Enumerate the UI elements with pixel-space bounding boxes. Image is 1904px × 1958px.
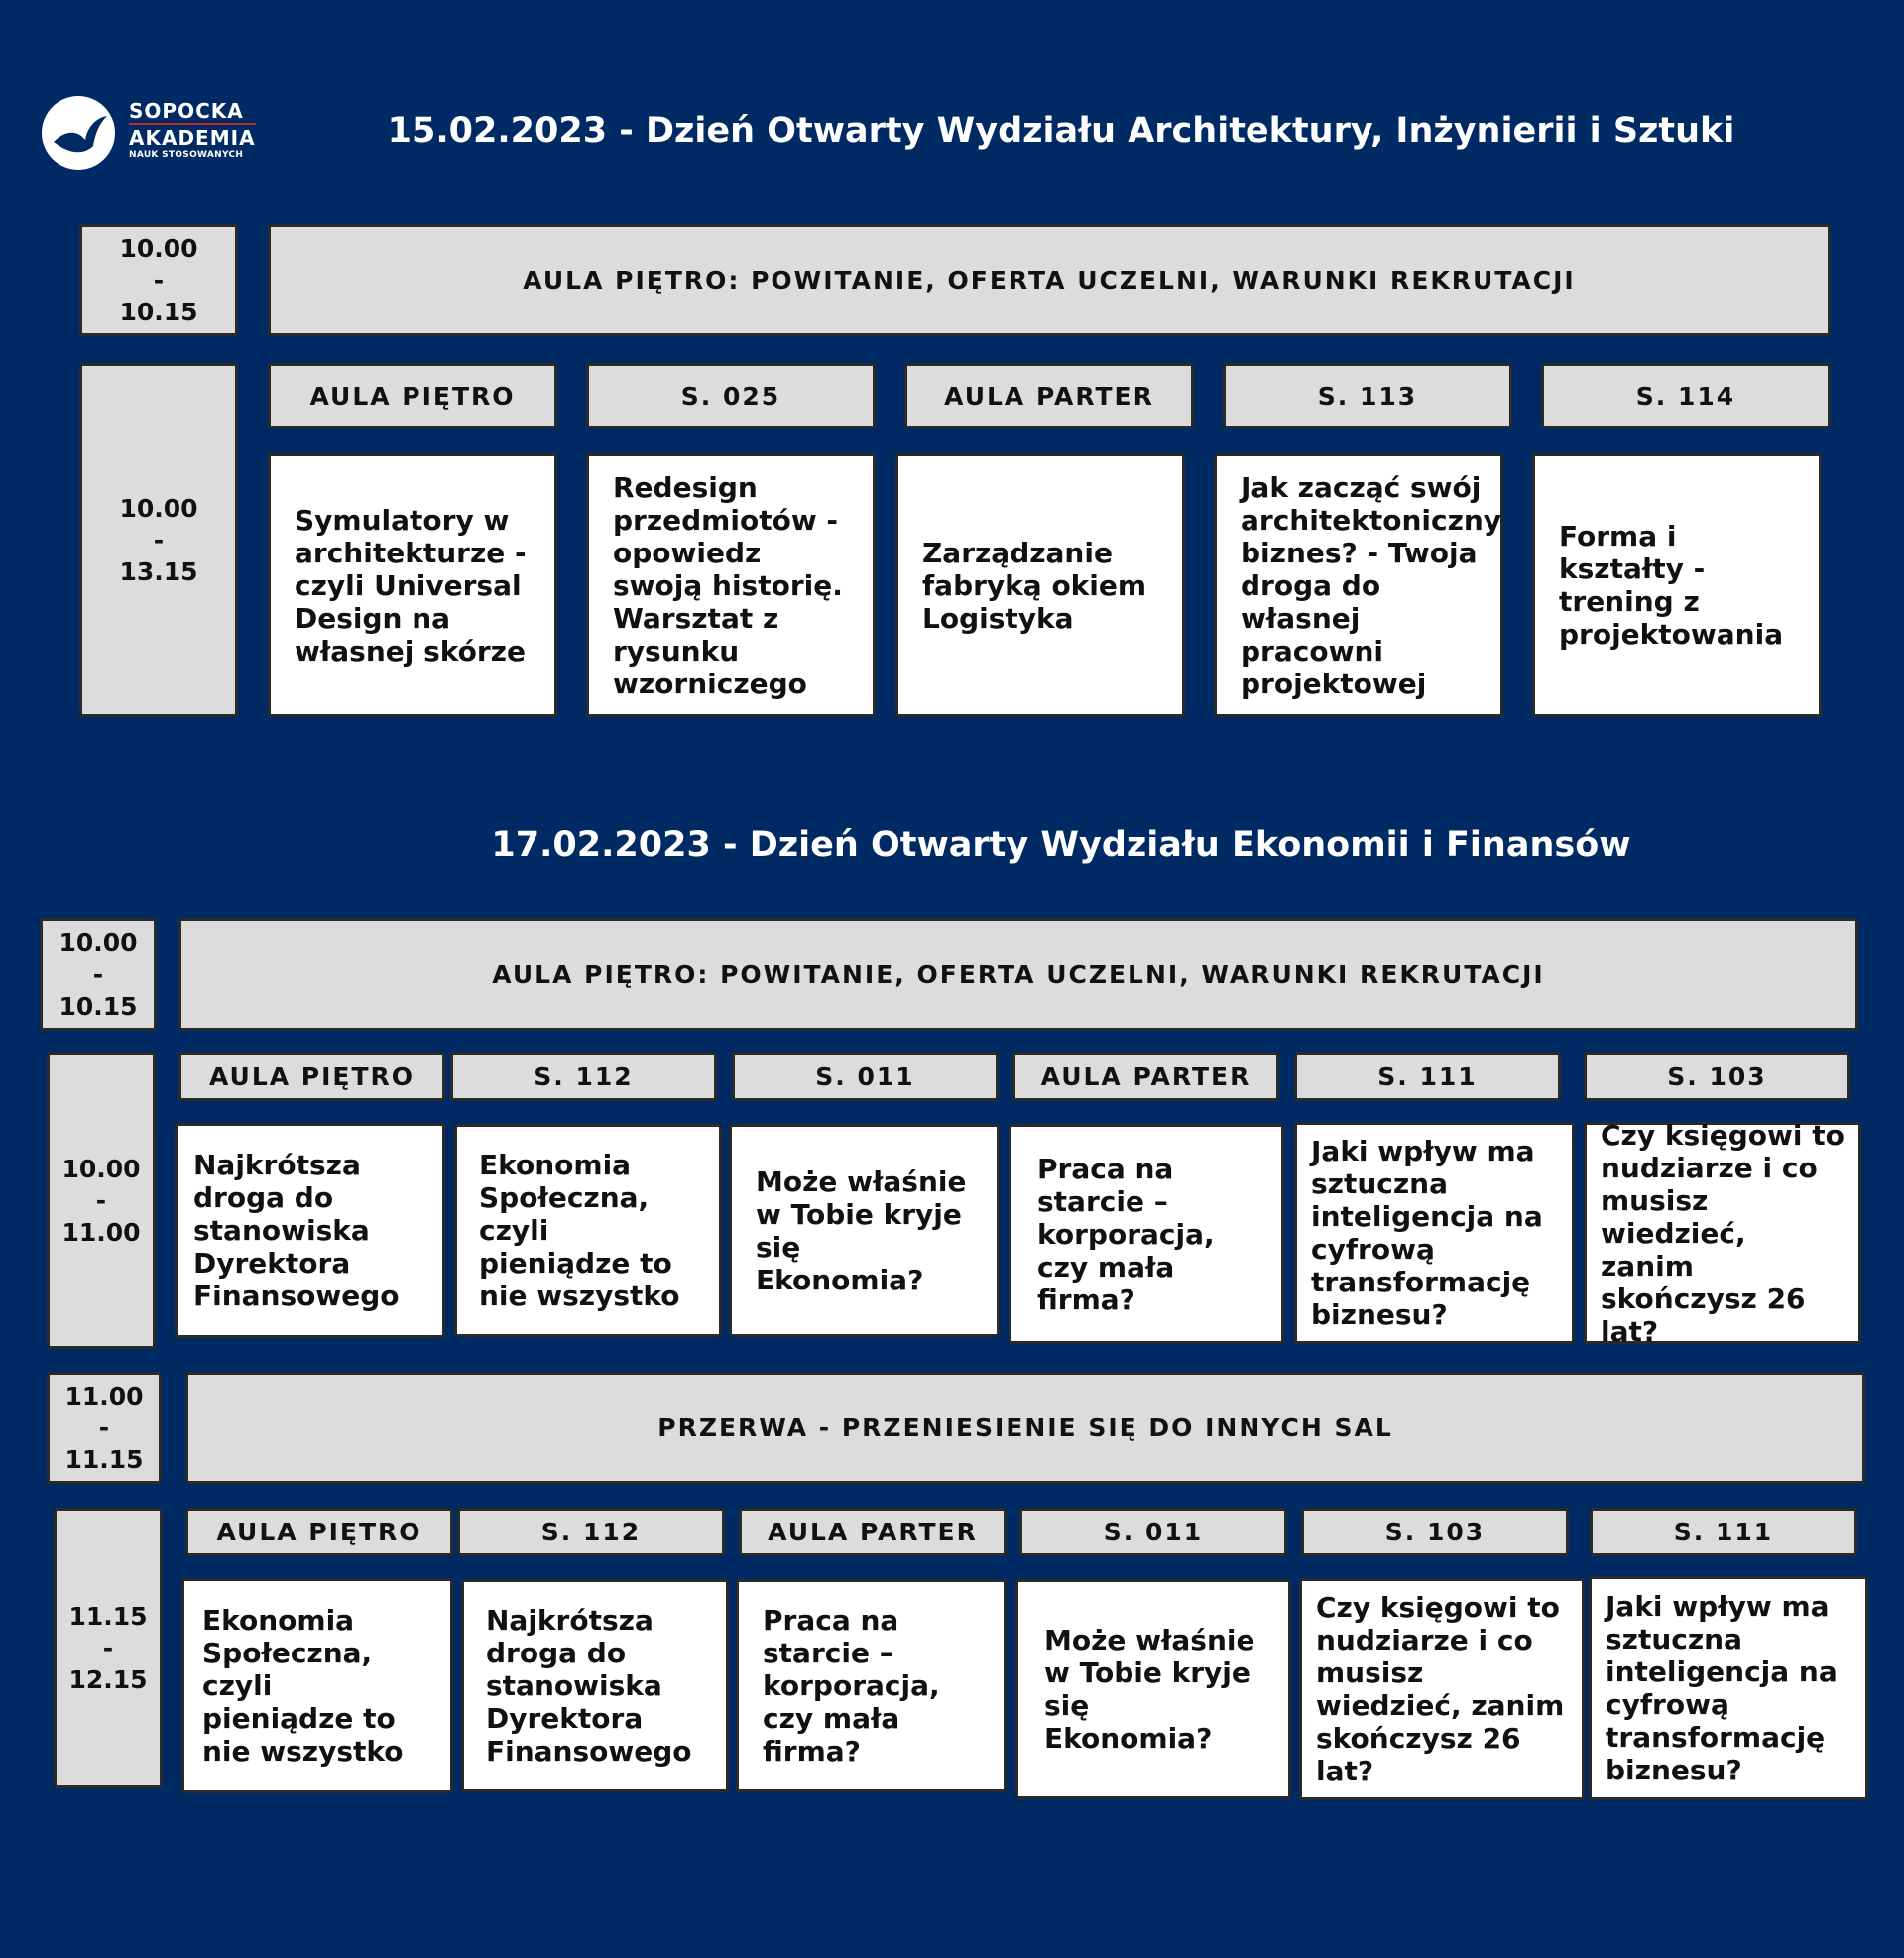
day2-welcome-banner: AULA PIĘTRO: POWITANIE, OFERTA UCZELNI, WARUNKI REKRUTACJI	[178, 918, 1858, 1031]
day2-b1-session-card-2	[454, 1124, 722, 1337]
session-title: Najkrótsza droga do stanowiska Dyrektora Finansowego	[486, 1604, 692, 1768]
day2-welcome-time	[40, 918, 157, 1031]
seagull-logo-icon	[42, 96, 115, 170]
session-title: Redesign przedmiotów - opowiedz swoją historię. Warsztat z rysunku wzorniczego	[613, 470, 843, 700]
day1-room-4: S. 113	[1223, 363, 1512, 428]
session-title: Może właśnie w Tobie kryje się Ekonomia?	[756, 1164, 967, 1296]
time-end: 10.15	[59, 991, 138, 1021]
session-title: Może właśnie w Tobie kryje się Ekonomia?	[1044, 1624, 1255, 1755]
day2-b2-room-4: S. 011	[1019, 1508, 1287, 1556]
time-separator: -	[98, 1412, 110, 1442]
session-title: Czy księgowi to nudziarze i co musisz wiedzieć, zanim skończysz 26 lat?	[1601, 1118, 1844, 1348]
day1-welcome-banner: AULA PIĘTRO: POWITANIE, OFERTA UCZELNI, WARUNKI REKRUTACJI	[268, 224, 1831, 336]
time-start: 10.00	[119, 233, 198, 263]
time-end: 12.15	[68, 1664, 148, 1694]
session-title: Forma i kształty - trening z projektowania	[1559, 520, 1784, 651]
day2-b2-session-card-6	[1589, 1576, 1868, 1800]
time-start: 10.00	[61, 1154, 141, 1183]
logo-line-2: AKADEMIA	[129, 123, 256, 148]
day2-block2-time	[54, 1508, 163, 1788]
day2-b1-room-3: S. 011	[732, 1052, 999, 1101]
day2-b2-room-3: AULA PARTER	[739, 1508, 1007, 1556]
day1-room-5: S. 114	[1541, 363, 1831, 428]
session-title: Najkrótsza droga do stanowiska Dyrektora Finansowego	[193, 1149, 400, 1312]
day1-block-time	[79, 363, 238, 717]
day1-title: 15.02.2023 - Dzień Otwarty Wydziału Architektury, Inżynierii i Sztuki	[387, 111, 1735, 151]
day2-b1-room-2: S. 112	[450, 1052, 717, 1101]
day2-break-banner: PRZERWA - PRZENIESIENIE SIĘ DO INNYCH SAL	[185, 1372, 1865, 1484]
day1-session-card-2	[586, 453, 876, 717]
day2-b1-room-4: AULA PARTER	[1012, 1052, 1279, 1101]
time-end: 11.00	[61, 1217, 141, 1247]
time-start: 10.00	[59, 927, 138, 957]
day2-title: 17.02.2023 - Dzień Otwarty Wydziału Ekonomii i Finansów	[491, 825, 1631, 865]
day2-b2-session-card-2	[461, 1579, 729, 1792]
time-end: 11.15	[64, 1444, 144, 1474]
session-title: Jak zacząć swój architektoniczny biznes? - Twoja droga do własnej pracowni projektowej	[1241, 470, 1502, 700]
day1-room-1: AULA PIĘTRO	[268, 363, 557, 428]
day2-b1-room-6: S. 103	[1584, 1052, 1850, 1101]
logo-line-3: NAUK STOSOWANYCH	[129, 150, 244, 160]
day1-room-3: AULA PARTER	[904, 363, 1194, 428]
time-end: 13.15	[119, 556, 198, 586]
time-separator: -	[102, 1633, 114, 1662]
session-title: Praca na starcie – korporacja, czy mała firma?	[763, 1604, 940, 1768]
day2-b1-room-5: S. 111	[1294, 1052, 1561, 1101]
day2-block1-time	[47, 1052, 156, 1349]
day2-break-time	[47, 1372, 162, 1484]
day2-b1-session-card-3	[729, 1124, 1000, 1337]
day2-b2-session-card-4	[1015, 1579, 1291, 1799]
day2-b2-session-card-5	[1299, 1578, 1585, 1800]
day2-b2-session-card-1	[181, 1578, 453, 1793]
day2-b1-session-card-6	[1584, 1118, 1861, 1348]
day1-session-card-5	[1532, 453, 1822, 717]
day1-session-card-3	[895, 453, 1185, 717]
time-start: 11.15	[68, 1601, 148, 1631]
time-separator: -	[153, 525, 165, 554]
session-title: Czy księgowi to nudziarze i co musisz wiedzieć, zanim skończysz 26 lat?	[1316, 1591, 1565, 1787]
day1-room-2: S. 025	[586, 363, 876, 428]
time-separator: -	[153, 265, 165, 295]
session-title: Ekonomia Społeczna, czyli pieniądze to nie wszystko	[202, 1604, 404, 1768]
time-end: 10.15	[119, 297, 198, 326]
logo-mark	[42, 96, 115, 170]
day1-session-card-1	[268, 453, 557, 717]
time-separator: -	[95, 1185, 107, 1215]
session-title: Ekonomia Społeczna, czyli pieniądze to nie wszystko	[479, 1149, 680, 1312]
day2-b1-session-card-5	[1294, 1122, 1575, 1344]
session-title: Praca na starcie – korporacja, czy mała firma?	[1037, 1152, 1215, 1316]
session-title: Zarządzanie fabryką okiem Logistyka	[922, 536, 1147, 635]
time-start: 10.00	[119, 493, 198, 523]
day2-b2-room-1: AULA PIĘTRO	[185, 1508, 453, 1556]
session-title: Jaki wpływ ma sztuczna inteligencja na cyfrową transformację biznesu?	[1606, 1590, 1838, 1786]
day1-welcome-time	[79, 224, 238, 336]
day2-b1-room-1: AULA PIĘTRO	[178, 1052, 445, 1101]
day2-b2-room-5: S. 103	[1301, 1508, 1569, 1556]
day2-b2-room-2: S. 112	[457, 1508, 725, 1556]
session-title: Symulatory w architekturze - czyli Universal Design na własnej skórze	[295, 503, 527, 668]
logo-line-1: SOPOCKA	[129, 99, 244, 123]
day2-b2-room-6: S. 111	[1590, 1508, 1857, 1556]
day2-b1-session-card-4	[1009, 1124, 1284, 1344]
session-title: Jaki wpływ ma sztuczna inteligencja na cyfrową transformację biznesu?	[1311, 1135, 1543, 1331]
time-start: 11.00	[64, 1381, 144, 1410]
day2-b2-session-card-3	[736, 1579, 1007, 1792]
time-separator: -	[92, 959, 104, 989]
day1-session-card-4	[1214, 453, 1503, 717]
day2-b1-session-card-1	[175, 1123, 445, 1338]
logo-wordmark	[129, 101, 256, 160]
